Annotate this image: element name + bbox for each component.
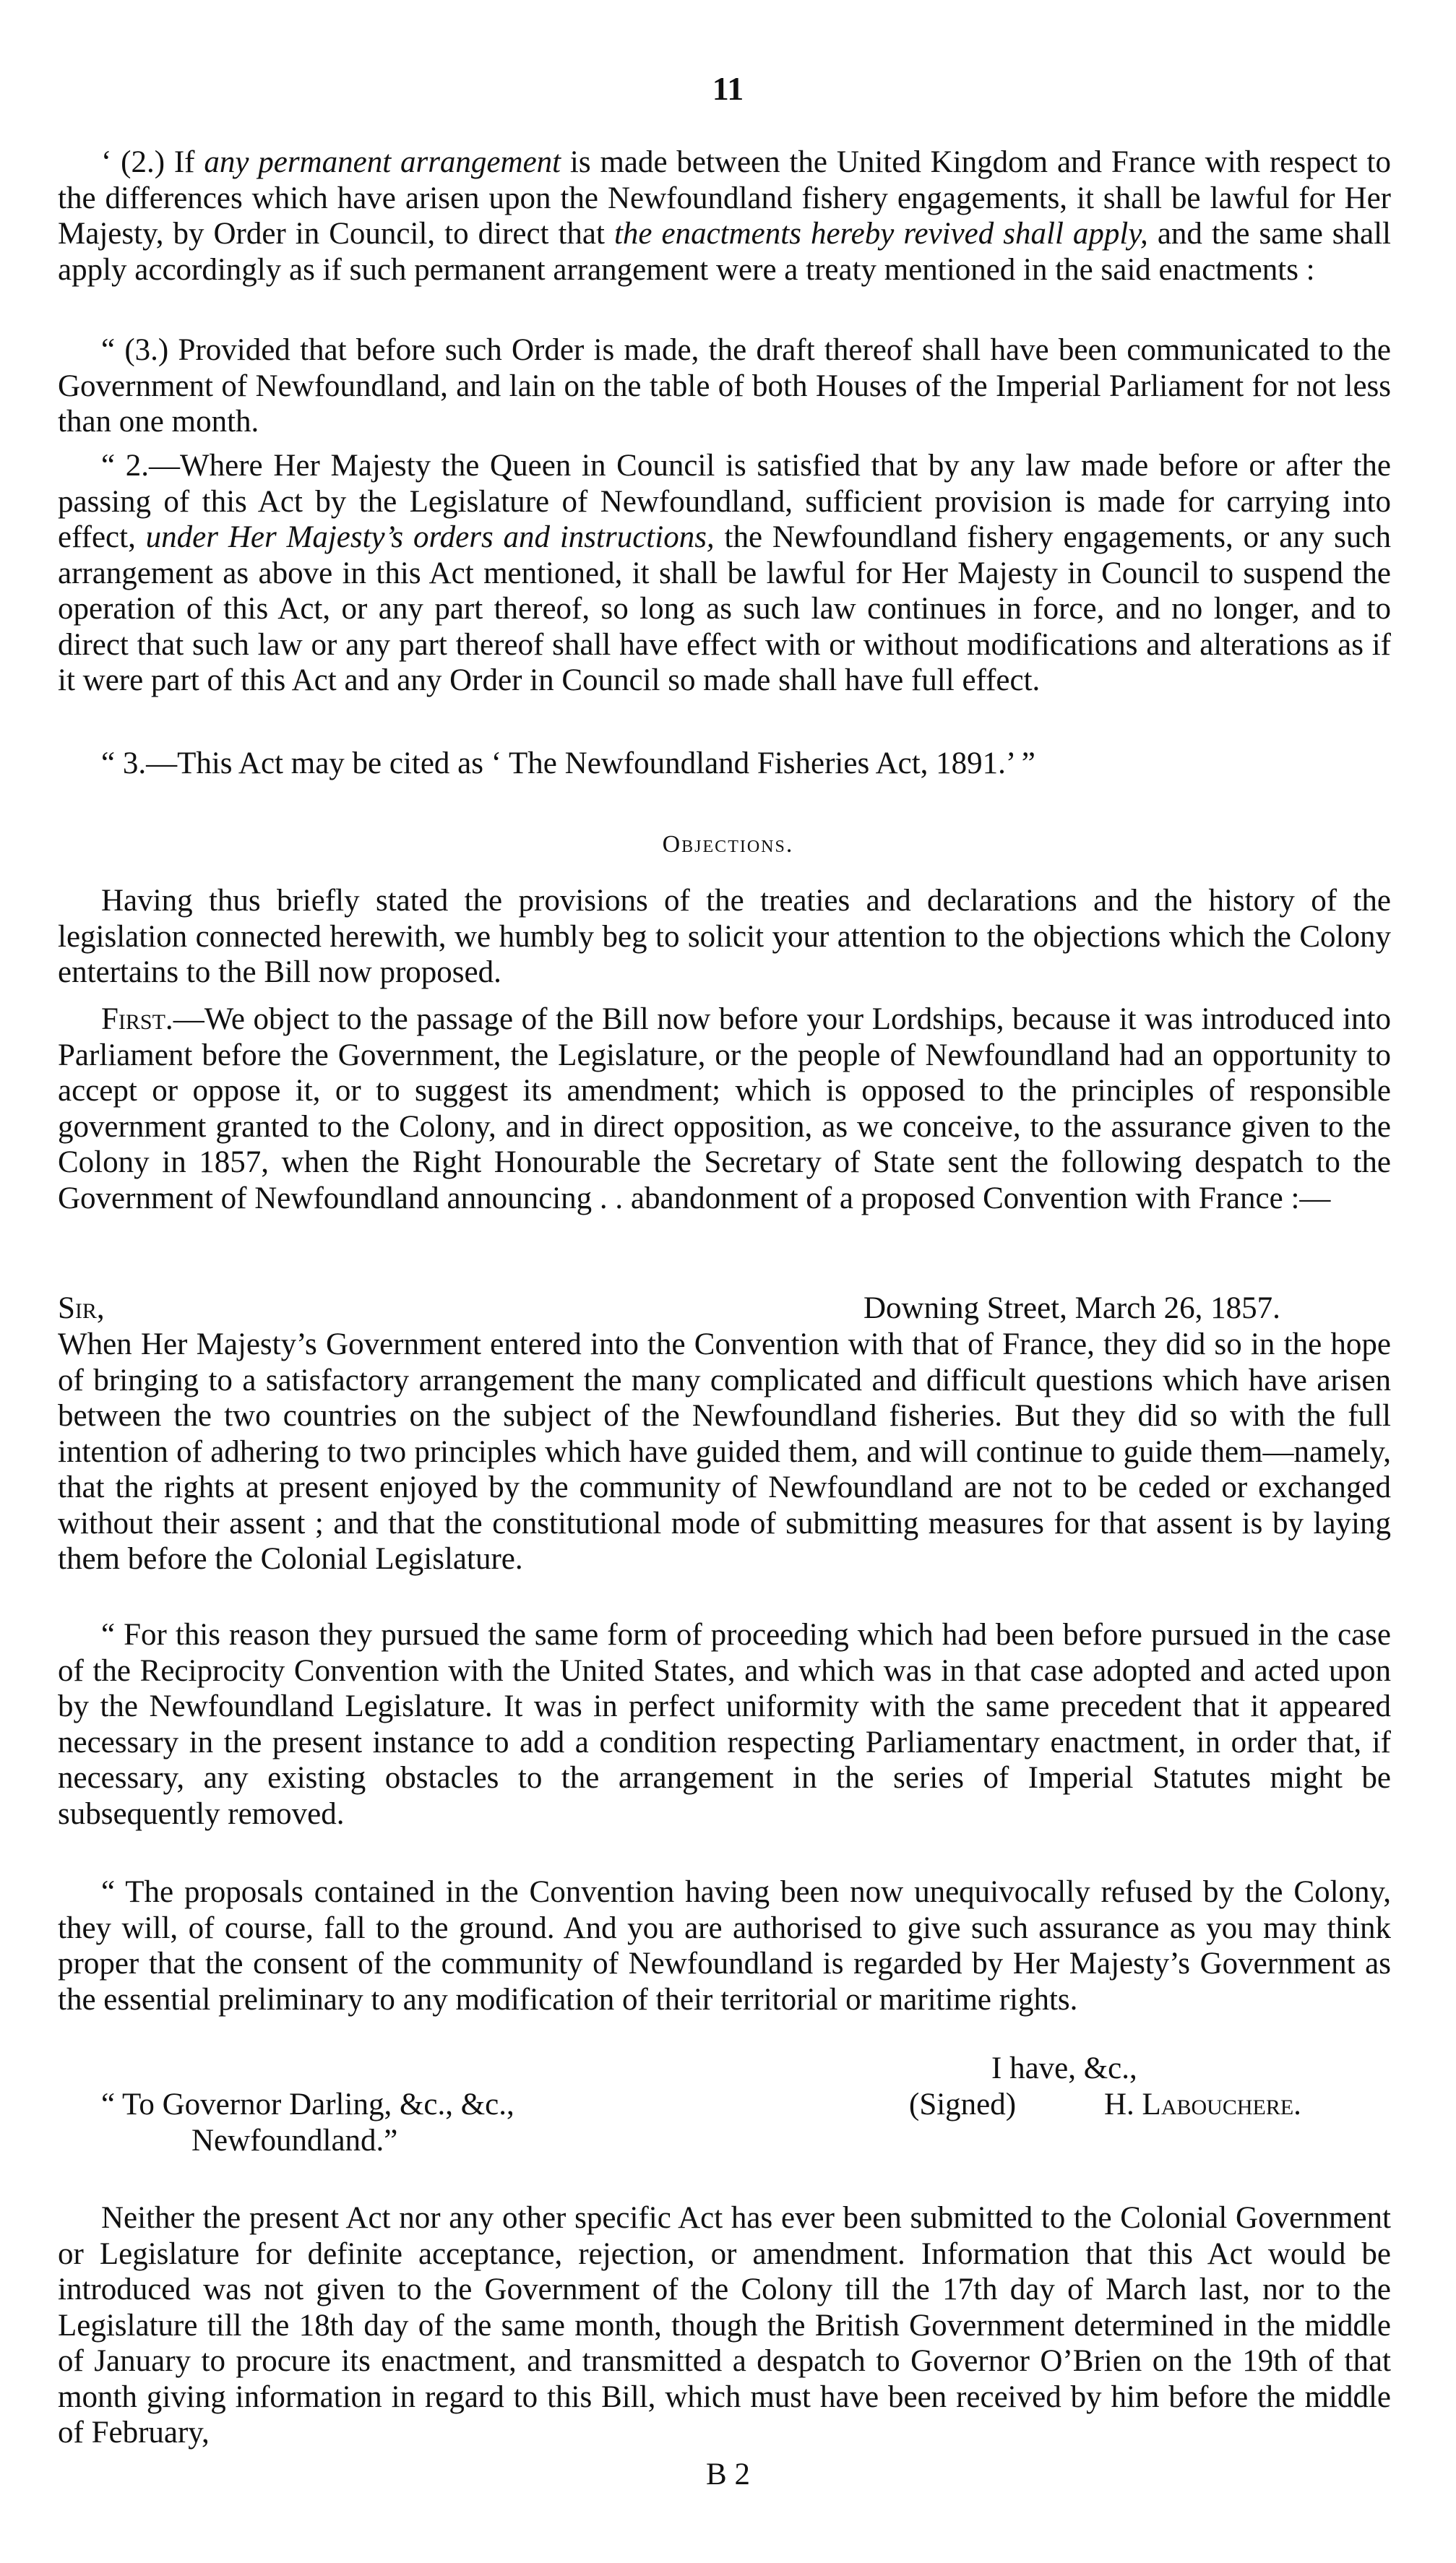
text-run: —We object to the passage of the Bill now before your Lordships, because it was introduced into Parliament before the Government, the Legislature, or the people of Newfoundland had an opportunity to accept or oppose it, or to suggest its amendment; which is opposed to the principles of responsible government granted to the Colony, and in direct opposition, as we conceive, to the assurance given to the Colony in 1857, when the Right Honourable the Secretary of State sent the following despatch to the Government of Newfoundland announcing . . abandonment of a proposed Convention with France :—: [58, 1002, 1391, 1215]
letter-signed-label: (Signed): [909, 2088, 1017, 2122]
section-3-paragraph: “ 3.—This Act may be cited as ‘ The Newfoundland Fisheries Act, 1891.’ ”: [101, 746, 1035, 780]
italic-phrase: under Her Majesty’s orders and instructions,: [145, 520, 715, 554]
quote-paragraph-3: “ (3.) Provided that before such Order is made, the draft thereof shall have been communicated to the Government of Newfoundland, and lain on the table of both Houses of the Imperial Parliament for not less than one month.: [58, 333, 1391, 439]
text-run: ‘ (2.) If: [101, 145, 204, 179]
letter-addressee-line-2: Newfoundland.”: [191, 2124, 398, 2158]
italic-phrase: the enactments hereby revived shall apply,: [613, 217, 1148, 251]
letter-dateline: Downing Street, March 26, 1857.: [863, 1291, 1280, 1325]
letter-paragraph-3: “ The proposals contained in the Convention having been now unequivocally refused by the Colony, they will, of course, fall to the ground. And you are authorised to give such assurance as you may think proper that the consent of the community of Newfoundland is regarded by Her Majesty’s Government as the essential preliminary to any modification of their territorial or maritime rights.: [58, 1875, 1391, 2017]
letter-header: [58, 1291, 1391, 1327]
signature-mark: B 2: [706, 2458, 750, 2491]
text-run: is made between the United Kingdom and France with respect to the differences which have arisen upon the Newfoundland fishery engagements, it shall be lawful for Her Majesty, by Order in Council, to direct that: [58, 145, 1391, 251]
letter-closing: I have, &c.,: [991, 2051, 1137, 2085]
letter-paragraph-1: When Her Majesty’s Government entered into the Convention with that of France, they did so in the hope of bringing to a satisfactory arrangement the many complicated and difficult questions which have arisen between the two countries on the subject of the Newfoundland fisheries. But they did so with the full intention of adhering to two principles which have guided them, and will continue to guide them—namely, that the rights at present enjoyed by the community of Newfoundland are not to be ceded or exchanged without their assent ; and that the constitutional mode of submitting measures for that assent is by laying them before the Colonial Legislature.: [58, 1327, 1391, 1576]
section-heading: Objections.: [662, 831, 794, 858]
quote-paragraph-2: [58, 145, 1391, 288]
letter-paragraph-2: “ For this reason they pursued the same form of proceeding which had been before pursued in the case of the Reciprocity Convention with the United States, and which was in that case adopted and acted upon by the Newfoundland Legislature. It was in perfect uniformity with the same precedent that it appeared necessary in the present instance to add a condition respecting Parliamentary enactment, in order that, if necessary, any existing obstacles to the arrangement in the series of Imperial Statutes might be subsequently removed.: [58, 1618, 1391, 1831]
section-2-paragraph: [58, 448, 1391, 699]
closing-paragraph: Neither the present Act nor any other specific Act has ever been submitted to the Colonial Government or Legislature for definite acceptance, rejection, or amendment. Information that this Act would be introduced was not given to the Government of the Colony till the 17th day of March last, nor to the Legislature till the 18th day of the same month, though the British Government determined in the middle of January to procure its enactment, and transmitted a despatch to Governor O’Brien on the 19th of that month giving information in regard to this Bill, which must have been received by him before the middle of February,: [58, 2201, 1391, 2450]
letter-signatory: H. Labouchere.: [1104, 2088, 1301, 2122]
intro-paragraph: Having thus briefly stated the provisions of the treaties and declarations and the history of the legislation connected herewith, we humbly beg to solicit your attention to the objections which the Colony entertains to the Bill now proposed.: [58, 884, 1391, 989]
text-run: “ 2.—Where Her Majesty the Queen in Council is satisfied that by any law made before or after the passing of this Act by the Legislature of Newfoundland, sufficient provision is made for carrying into effect,: [58, 449, 1391, 554]
page-number: 11: [712, 70, 744, 107]
italic-phrase: any permanent arrangement: [204, 145, 561, 179]
text-run: and the same shall apply accordingly as if such permanent arrangement were a treaty mentioned in the said enactments :: [58, 217, 1392, 287]
letter-addressee-line-1: “ To Governor Darling, &c., &c.,: [101, 2088, 514, 2122]
text-run: the Newfoundland fishery engagements, or any such arrangement as above in this Act mentioned, it shall be lawful for Her Majesty in Council to suspend the operation of this Act, or any part thereof, so long as such law continues in force, and no longer, and to direct that such law or any part thereof shall have effect with or without modifications and alterations as if it were part of this Act and any Order in Council so made shall have full effect.: [58, 520, 1391, 697]
first-objection-paragraph: [58, 1001, 1391, 1216]
letter-salutation: Sir,: [58, 1291, 105, 1325]
paragraph-lead: First.: [101, 1002, 173, 1036]
